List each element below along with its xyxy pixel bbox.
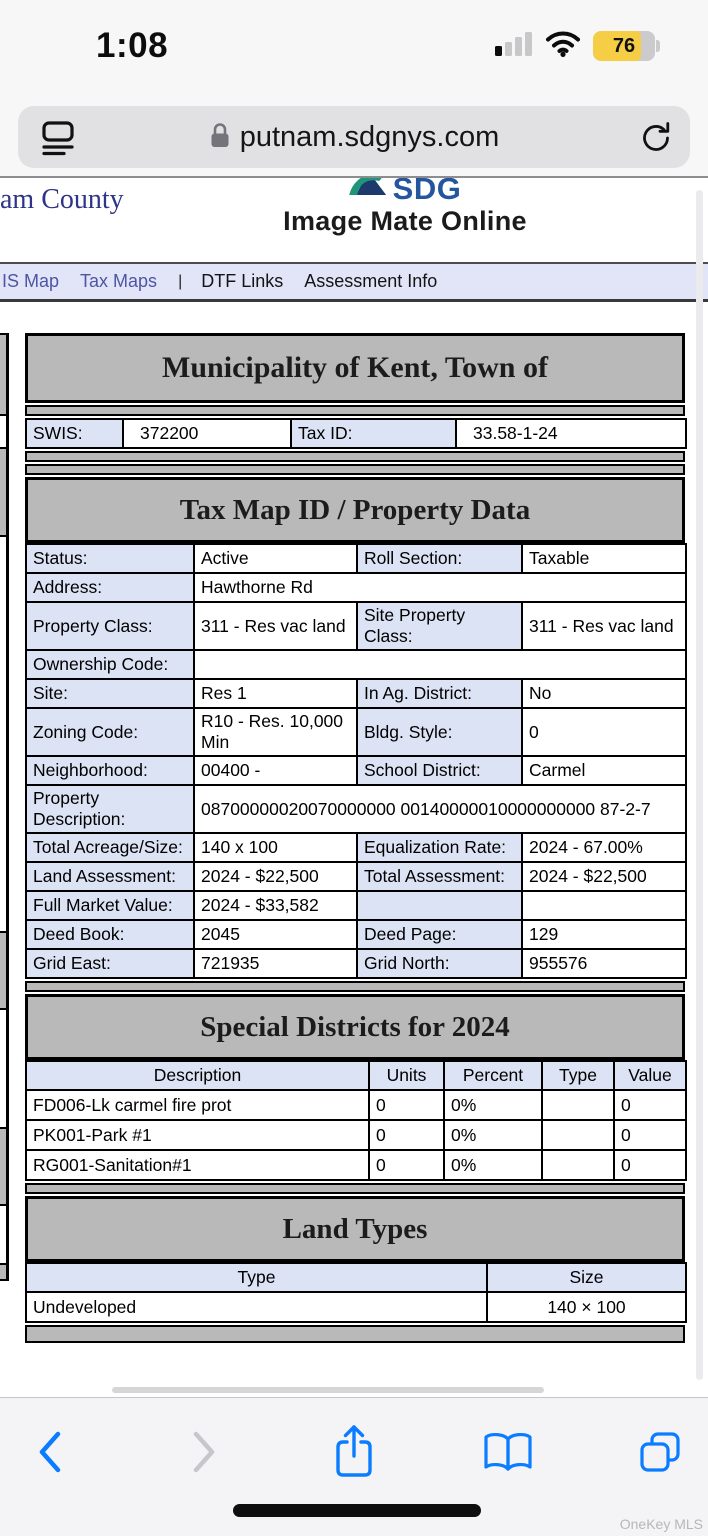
row-value: No — [522, 679, 686, 708]
row-value: 2045 — [194, 920, 357, 949]
cell: 140 × 100 — [487, 1292, 686, 1322]
row-value: Taxable — [522, 544, 686, 573]
status-time: 1:08 — [96, 26, 169, 65]
bookmarks-button[interactable] — [476, 1420, 540, 1484]
cell: 0 — [369, 1120, 444, 1150]
row-label — [357, 891, 522, 920]
row-value: 2024 - $22,500 — [194, 862, 357, 891]
site-navbar — [0, 262, 708, 302]
table-row — [26, 1120, 686, 1150]
nav-link-dtf-links[interactable]: DTF Links — [201, 271, 284, 291]
home-indicator[interactable] — [233, 1504, 481, 1517]
table-row — [26, 544, 686, 573]
row-value: 2024 - 67.00% — [522, 833, 686, 862]
section-caption-special-districts: Special Districts for 2024 — [25, 994, 685, 1060]
row-label: Status: — [26, 544, 194, 573]
row-label: Equalization Rate: — [357, 833, 522, 862]
row-label: Ownership Code: — [26, 650, 194, 679]
left-edge-table-sliver — [0, 333, 9, 1281]
status-icons — [495, 30, 660, 62]
row-label: Land Assessment: — [26, 862, 194, 891]
cell: Undeveloped — [26, 1292, 487, 1322]
cell: 0 — [614, 1120, 686, 1150]
row-value: 955576 — [522, 949, 686, 978]
row-label: In Ag. District: — [357, 679, 522, 708]
row-label: Total Assessment: — [357, 862, 522, 891]
property-table — [25, 543, 687, 979]
table-row — [26, 756, 686, 785]
url-domain: putnam.sdgnys.com — [239, 120, 500, 153]
vertical-scrollbar[interactable] — [696, 190, 703, 1380]
webpage-viewport — [0, 178, 708, 1397]
cell: 0 — [614, 1090, 686, 1120]
wifi-icon — [545, 30, 581, 62]
gray-strip — [25, 1183, 685, 1194]
row-label: Neighborhood: — [26, 756, 194, 785]
row-label: Property Class: — [26, 602, 194, 650]
row-label: Address: — [26, 573, 194, 602]
row-label: Grid East: — [26, 949, 194, 978]
table-row — [26, 602, 686, 650]
battery-tip — [656, 40, 660, 52]
nav-link-assessment-info[interactable]: Assessment Info — [304, 271, 438, 291]
row-value: 2024 - $22,500 — [522, 862, 686, 891]
row-label: Zoning Code: — [26, 708, 194, 756]
cell: 0% — [444, 1090, 542, 1120]
row-value: 08700000020070000000 00140000010000000000 87-2-7 — [194, 785, 686, 833]
row-value: 00400 - — [194, 756, 357, 785]
column-header: Type — [542, 1061, 614, 1090]
taxid-label: Tax ID: — [291, 419, 456, 448]
section-caption-land-types: Land Types — [25, 1196, 685, 1262]
cell — [542, 1120, 614, 1150]
gray-strip — [25, 1325, 685, 1343]
special-districts-table — [25, 1060, 687, 1181]
row-label: Deed Page: — [357, 920, 522, 949]
row-label: Site: — [26, 679, 194, 708]
column-header: Percent — [444, 1061, 542, 1090]
table-row — [26, 1150, 686, 1180]
swis-value: 372200 — [123, 419, 291, 448]
row-value: 140 x 100 — [194, 833, 357, 862]
nav-link-gis-map[interactable]: IS Map — [2, 271, 60, 291]
table-row — [26, 573, 686, 602]
gray-strip — [25, 405, 685, 416]
row-value: 2024 - $33,582 — [194, 891, 357, 920]
table-row — [26, 949, 686, 978]
battery-icon — [593, 31, 655, 61]
cell: 0% — [444, 1120, 542, 1150]
cell — [542, 1150, 614, 1180]
table-row — [26, 708, 686, 756]
table-row — [26, 891, 686, 920]
property-report — [25, 333, 685, 1345]
sdg-logo-text: SDG — [392, 178, 462, 206]
row-value: 311 - Res vac land — [194, 602, 357, 650]
column-header: Size — [487, 1263, 686, 1292]
row-label: Full Market Value: — [26, 891, 194, 920]
table-row — [26, 862, 686, 891]
row-value: Active — [194, 544, 357, 573]
row-label: Bldg. Style: — [357, 708, 522, 756]
row-value — [522, 891, 686, 920]
table-row — [26, 1292, 686, 1322]
sdg-brand — [283, 178, 527, 237]
table-row — [26, 650, 686, 679]
swis-table — [25, 418, 687, 449]
table-row — [26, 679, 686, 708]
row-label: Grid North: — [357, 949, 522, 978]
gray-strip — [25, 981, 685, 992]
row-label: Site Property Class: — [357, 602, 522, 650]
table-header-row — [26, 1061, 686, 1090]
cell: 0 — [369, 1150, 444, 1180]
table-row — [26, 785, 686, 833]
cell — [542, 1090, 614, 1120]
gray-strip — [25, 464, 685, 475]
row-label: Deed Book: — [26, 920, 194, 949]
cell: 0 — [614, 1150, 686, 1180]
row-value: 0 — [522, 708, 686, 756]
gray-strip — [25, 451, 685, 462]
reload-button[interactable] — [636, 119, 676, 159]
column-header: Value — [614, 1061, 686, 1090]
address-bar[interactable] — [18, 106, 690, 168]
row-value — [194, 650, 686, 679]
forward-button[interactable] — [172, 1420, 236, 1484]
cell: RG001-Sanitation#1 — [26, 1150, 369, 1180]
watermark: OneKey MLS — [619, 1516, 703, 1532]
row-label: Total Acreage/Size: — [26, 833, 194, 862]
cell: 0% — [444, 1150, 542, 1180]
column-header: Units — [369, 1061, 444, 1090]
row-value: 311 - Res vac land — [522, 602, 686, 650]
column-header: Description — [26, 1061, 369, 1090]
share-button[interactable] — [322, 1420, 386, 1484]
sdg-logo-icon — [349, 178, 391, 204]
section-caption-municipality: Municipality of Kent, Town of — [25, 333, 685, 403]
cell: FD006-Lk carmel fire prot — [26, 1090, 369, 1120]
battery-percent: 76 — [612, 34, 636, 57]
row-label: School District: — [357, 756, 522, 785]
table-row — [26, 1090, 686, 1120]
section-caption-property-data: Tax Map ID / Property Data — [25, 477, 685, 543]
browser-chrome-top — [0, 90, 708, 178]
row-label: Roll Section: — [357, 544, 522, 573]
land-types-table — [25, 1262, 687, 1323]
table-row — [26, 833, 686, 862]
row-value: R10 - Res. 10,000 Min — [194, 708, 357, 756]
column-header: Type — [26, 1263, 487, 1292]
row-value: Hawthorne Rd — [194, 573, 686, 602]
row-value: Res 1 — [194, 679, 357, 708]
lock-icon — [209, 121, 231, 154]
cellular-signal-icon — [495, 31, 533, 61]
county-header: am County — [0, 184, 124, 215]
row-value: 721935 — [194, 949, 357, 978]
row-value: 129 — [522, 920, 686, 949]
battery-indicator — [593, 31, 660, 61]
horizontal-scrollbar[interactable] — [112, 1387, 544, 1393]
tabs-button[interactable] — [628, 1420, 692, 1484]
table-row — [26, 419, 686, 448]
browser-toolbar — [0, 1397, 708, 1536]
cell: 0 — [369, 1090, 444, 1120]
nav-separator: | — [178, 272, 183, 290]
table-header-row — [26, 1263, 686, 1292]
status-bar — [0, 0, 708, 90]
table-row — [26, 920, 686, 949]
row-label: Property Description: — [26, 785, 194, 833]
nav-link-tax-maps[interactable]: Tax Maps — [80, 271, 158, 291]
row-value: Carmel — [522, 756, 686, 785]
cell: PK001-Park #1 — [26, 1120, 369, 1150]
taxid-value: 33.58-1-24 — [456, 419, 686, 448]
back-button[interactable] — [18, 1420, 82, 1484]
swis-label: SWIS: — [26, 419, 123, 448]
site-title: Image Mate Online — [283, 206, 527, 236]
